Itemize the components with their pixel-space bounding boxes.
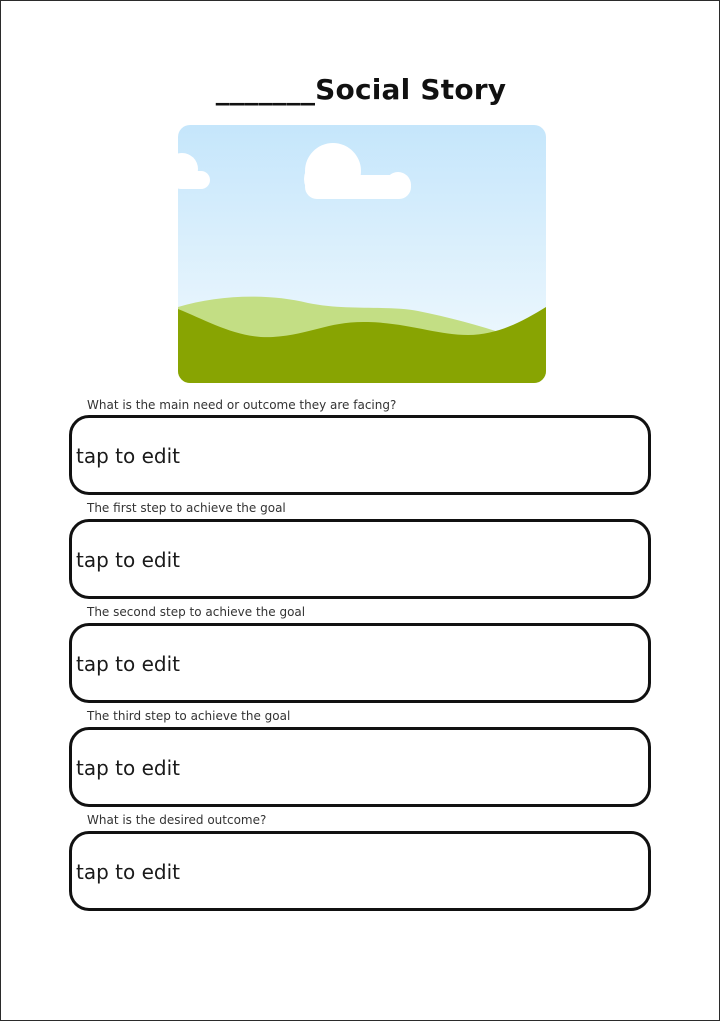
landscape-placeholder-icon <box>178 125 546 383</box>
edit-box-text: tap to edit <box>76 444 180 468</box>
edit-box-desired-outcome[interactable] <box>69 831 651 911</box>
edit-box-text: tap to edit <box>76 860 180 884</box>
edit-box-main-need[interactable] <box>69 415 651 495</box>
page-title: _______Social Story <box>215 73 507 106</box>
prompt-main-need: What is the main need or outcome they are facing? <box>87 398 397 412</box>
prompt-second-step: The second step to achieve the goal <box>87 605 306 619</box>
landscape-image[interactable] <box>178 125 546 383</box>
edit-box-third-step[interactable] <box>69 727 651 807</box>
edit-box-second-step[interactable] <box>69 623 651 703</box>
prompt-first-step: The first step to achieve the goal <box>87 501 286 515</box>
edit-box-text: tap to edit <box>76 548 180 572</box>
edit-box-first-step[interactable] <box>69 519 651 599</box>
edit-box-text: tap to edit <box>76 652 180 676</box>
prompt-desired-outcome: What is the desired outcome? <box>87 813 267 827</box>
edit-box-text: tap to edit <box>76 756 180 780</box>
prompt-third-step: The third step to achieve the goal <box>87 709 291 723</box>
